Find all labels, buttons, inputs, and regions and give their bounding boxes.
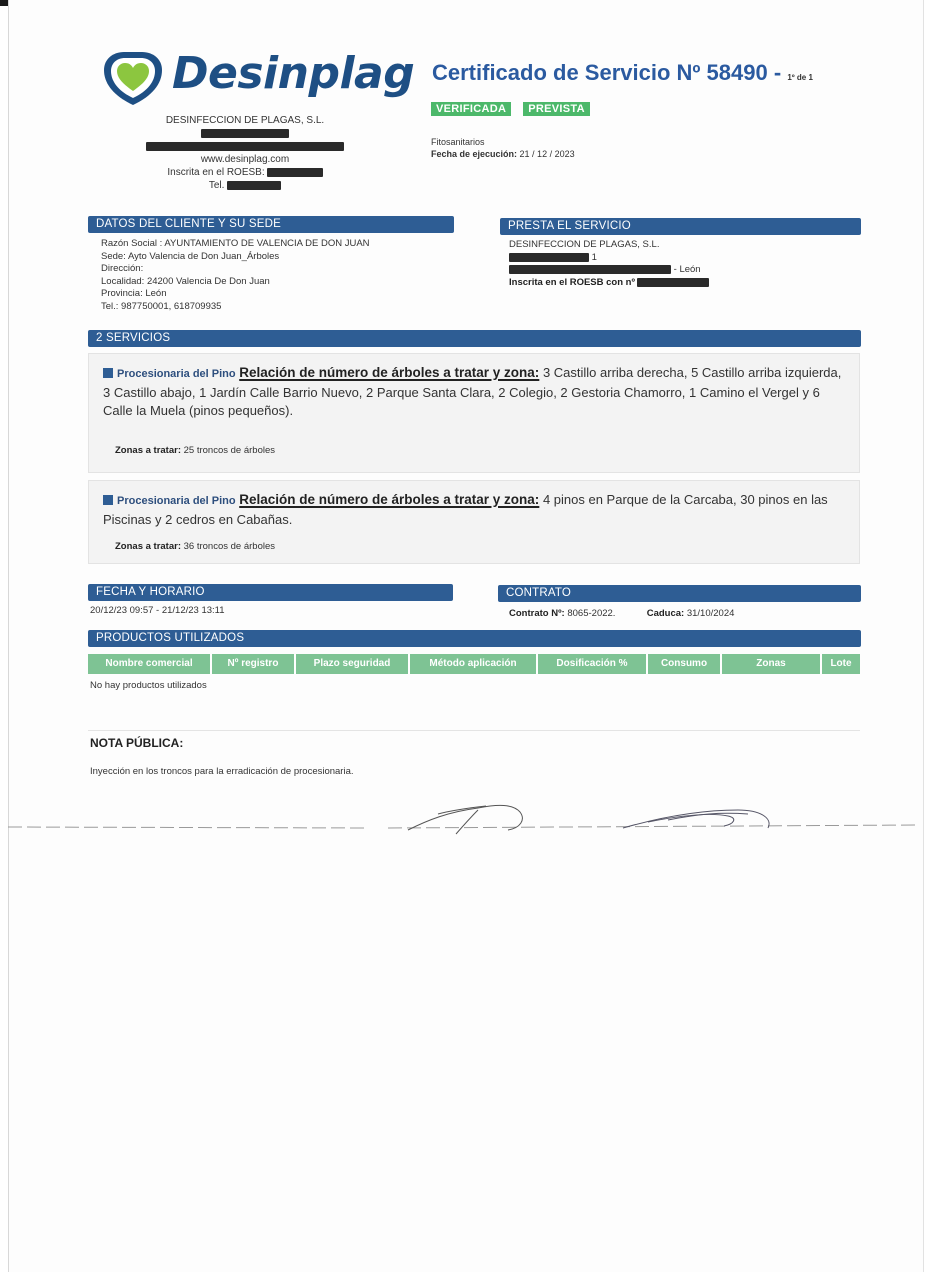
column-header: Nº registro: [212, 654, 296, 674]
services-section-header: 2 SERVICIOS: [88, 330, 861, 347]
divider: [88, 730, 860, 731]
redacted-provider-roesb: [637, 278, 709, 287]
service-item-text: [103, 491, 845, 529]
schedule-section-header: FECHA Y HORARIO: [88, 584, 453, 601]
column-header: Consumo: [648, 654, 722, 674]
service-description: 4 pinos en Parque de la Carcaba, 30 pinos en las Piscinas y 2 cedros en Cabañas.: [103, 492, 828, 527]
company-name-logo: Desinplag: [172, 48, 415, 99]
status-badge-planned: PREVISTA: [523, 102, 590, 116]
contract-section-header: CONTRATO: [498, 585, 861, 602]
company-info-block: [120, 114, 370, 192]
tel-label: Tel.: [208, 180, 225, 191]
square-bullet-icon: [103, 495, 113, 505]
provider-city-suffix: - León: [673, 264, 701, 276]
client-details: [101, 238, 461, 314]
provider-details: [509, 239, 859, 289]
client-section-header: DATOS DEL CLIENTE Y SU SEDE: [88, 216, 454, 233]
company-legal-name: DESINFECCION DE PLAGAS, S.L.: [165, 115, 325, 126]
column-header: Plazo seguridad: [296, 654, 410, 674]
redacted-phone: [227, 181, 281, 190]
exec-date-value: 21 / 12 / 2023: [519, 149, 575, 159]
column-header: Zonas: [722, 654, 822, 674]
column-header: Dosificación %: [538, 654, 648, 674]
redacted-provider-street: [509, 253, 589, 262]
zonas-value: 25 troncos de árboles: [183, 445, 276, 456]
client-tel: Tel.: 987750001, 618709935: [101, 300, 222, 312]
zonas-value: 36 troncos de árboles: [183, 541, 276, 552]
contract-expires-label: Caduca:: [646, 608, 685, 619]
handwritten-signature-right: [623, 810, 769, 828]
status-badges: [431, 99, 602, 117]
service-item: [88, 480, 860, 564]
square-bullet-icon: [103, 368, 113, 378]
column-header: Nombre comercial: [88, 654, 212, 674]
certificate-number: Certificado de Servicio Nº 58490 -: [432, 60, 782, 85]
page-count: 1º de 1: [787, 73, 813, 82]
service-description: 3 Castillo arriba derecha, 5 Castillo arriba izquierda, 3 Castillo abajo, 1 Jardín Calle Barrio Nuevo, 2 Parque Santa Clara, 2 Colegio, 2 Gestoria Chamorro, 1 Camino el Vergel y 6 Calle la Muela (pinos pequeños).: [103, 365, 842, 418]
service-relation-label: Relación de número de árboles a tratar y zona:: [239, 365, 540, 380]
contract-number-label: Contrato Nº:: [509, 608, 565, 619]
service-zonas: [115, 541, 275, 552]
contract-details: [509, 608, 734, 621]
company-logo: [100, 48, 415, 110]
products-empty-text: No hay productos utilizados: [90, 680, 207, 691]
provider-street-number: 1: [591, 251, 597, 263]
status-badge-verified: VERIFICADA: [431, 102, 511, 116]
heart-shield-icon: [100, 48, 166, 108]
redacted-city: [146, 142, 344, 151]
column-header: Lote: [822, 654, 860, 674]
service-pest: Procesionaria del Pino: [117, 368, 236, 380]
signature-area: [8, 790, 922, 840]
public-note-text: Inyección en los troncos para la erradicación de procesionaria.: [90, 766, 354, 777]
column-header: Método aplicación: [410, 654, 538, 674]
zonas-label: Zonas a tratar:: [115, 445, 181, 456]
service-pest: Procesionaria del Pino: [117, 495, 236, 507]
service-zonas: [115, 445, 275, 456]
redacted-roesb: [267, 168, 323, 177]
exec-date-label: Fecha de ejecución:: [431, 149, 518, 159]
service-relation-label: Relación de número de árboles a tratar y zona:: [239, 492, 540, 507]
contract-expires-value: 31/10/2024: [686, 608, 735, 619]
provider-name: DESINFECCION DE PLAGAS, S.L.: [509, 239, 660, 250]
products-table-header: [88, 654, 860, 674]
redacted-provider-city: [509, 265, 671, 274]
client-sede: Sede: Ayto Valencia de Don Juan_Árboles: [101, 250, 280, 262]
provider-roesb-label: Inscrita en el ROESB con nº: [509, 276, 635, 288]
redacted-street: [201, 129, 289, 138]
provider-section-header: PRESTA EL SERVICIO: [500, 218, 861, 235]
client-localidad: Localidad: 24200 Valencia De Don Juan: [101, 275, 270, 287]
company-website: www.desinplag.com: [200, 154, 290, 165]
service-item: [88, 353, 860, 473]
client-razon-social: Razón Social : AYUNTAMIENTO DE VALENCIA DE DON JUAN: [101, 238, 370, 249]
service-meta: [431, 136, 575, 160]
zonas-label: Zonas a tratar:: [115, 541, 181, 552]
public-note-title: NOTA PÚBLICA:: [90, 736, 184, 750]
roesb-label: Inscrita en el ROESB:: [167, 167, 265, 178]
service-type: Fitosanitarios: [431, 137, 485, 147]
handwritten-signature-left: [408, 805, 522, 834]
certificate-title: [432, 60, 813, 86]
client-provincia: Provincia: León: [101, 288, 167, 300]
client-direccion: Dirección:: [101, 263, 144, 275]
schedule-value: 20/12/23 09:57 - 21/12/23 13:11: [90, 605, 225, 616]
service-item-text: [103, 364, 845, 421]
contract-number-value: 8065-2022.: [567, 608, 616, 619]
products-section-header: PRODUCTOS UTILIZADOS: [88, 630, 861, 647]
